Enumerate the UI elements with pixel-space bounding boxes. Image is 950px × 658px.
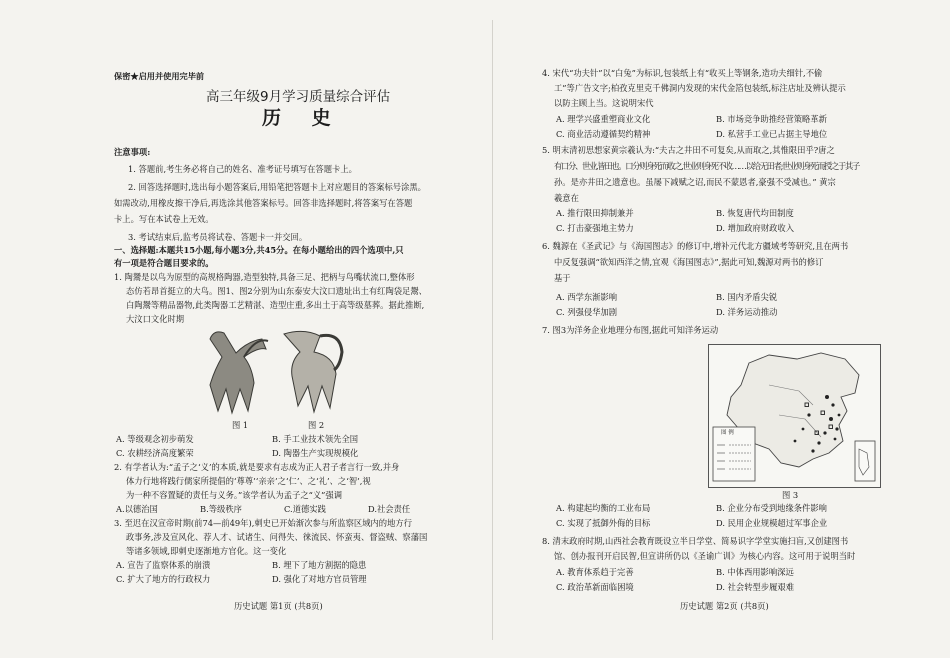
q8-option-c[interactable]: C. 政治革新面临困境	[556, 582, 634, 592]
map-legend-title: 图 例	[721, 430, 734, 436]
section-heading: 有一项是符合题目要求的。	[114, 258, 214, 268]
q3-option-b[interactable]: B. 埋下了地方割据的隐患	[272, 560, 367, 570]
figure-3-caption: 图 3	[782, 490, 799, 500]
q7-option-d[interactable]: D. 民用企业规模超过军事企业	[716, 518, 828, 528]
q1-option-a[interactable]: A. 等级观念初步萌发	[116, 434, 194, 444]
q5-option-d[interactable]: D. 增加政府财政收入	[716, 223, 795, 233]
subject-title: 历 史	[262, 107, 343, 129]
q4-option-d[interactable]: D. 私营手工业已占据主导地位	[716, 129, 828, 139]
q6-option-a[interactable]: A. 西学东渐影响	[556, 292, 618, 302]
question-5-line: 有口分、世业,皆田也。口分则身死而收之,世业则身死不收……以给无田者;世业则身死而授之于其子	[554, 161, 860, 171]
question-3-line: 3. 至迟在汉宣帝时期(前74—前49年),刺史已开始渐次参与所监察区域内的地方行	[114, 518, 412, 528]
q6-option-d[interactable]: D. 洋务运动推动	[716, 307, 778, 317]
yangwu-enterprise-map	[708, 344, 881, 488]
question-4-line: 4. 宋代“功夫针”以“白兔”为标识,包装纸上有“收买上等钢条,造功夫细针,不偷	[542, 68, 823, 78]
section-heading: 一、选择题:本题共15小题,每小题3分,共45分。在每小题给出的四个选项中,只	[114, 245, 404, 255]
question-1-line: 态仿若昂首挺立的大鸟。图1、图2分别为山东泰安大汶口遗址出土有红陶袋足鬶、	[126, 286, 427, 296]
q1-option-b[interactable]: B. 手工业技术领先全国	[272, 434, 359, 444]
q6-option-c[interactable]: C. 列强侵华加剧	[556, 307, 618, 317]
q3-option-a[interactable]: A. 宣告了监察体系的崩溃	[116, 560, 211, 570]
q2-option-a[interactable]: A.以德治国	[116, 504, 158, 514]
q8-option-d[interactable]: D. 社会转型步履艰难	[716, 582, 795, 592]
page-footer: 历史试题 第2页 (共8页)	[680, 601, 769, 611]
page-footer: 历史试题 第1页 (共8页)	[234, 601, 323, 611]
notice-line: 3. 考试结束后,监考员将试卷、答题卡一并交回。	[128, 232, 308, 242]
notice-line: 2. 回答选择题时,选出每小题答案后,用铅笔把答题卡上对应题目的答案标号涂黑。	[128, 182, 426, 192]
red-pottery-gui-image	[196, 327, 278, 419]
confidential-label: 保密★启用并使用完毕前	[114, 71, 205, 81]
notice-heading: 注意事项:	[114, 147, 151, 157]
white-pottery-gui-image	[274, 326, 356, 418]
question-6-line: 中反复强调“欲知西洋之情,宜观《海国图志》”,据此可知,魏源对两书的修订	[554, 257, 824, 267]
question-2-line: 为一种不容置疑的责任与义务。”该学者认为孟子之“义”强调	[126, 490, 342, 500]
china-map-image	[709, 345, 880, 487]
notice-line: 如需改动,用橡皮擦干净后,再选涂其他答案标号。回答非选择题时,将答案写在答题	[114, 198, 413, 208]
q5-option-b[interactable]: B. 恢复唐代均田制度	[716, 208, 794, 218]
question-2-line: 体力行地将践行儒家所提倡的‘尊尊’‘亲亲’之‘仁’、之‘礼’、之‘智’,视	[126, 476, 371, 486]
q2-option-c[interactable]: C.道德实践	[284, 504, 326, 514]
q7-option-b[interactable]: B. 企业分布受到地缘条件影响	[716, 503, 827, 513]
q5-option-c[interactable]: C. 打击豪强地主势力	[556, 223, 634, 233]
figure-2-caption: 图 2	[308, 420, 325, 430]
q1-option-d[interactable]: D. 陶器生产实现规模化	[272, 448, 359, 458]
q1-option-c[interactable]: C. 农耕经济高度繁荣	[116, 448, 194, 458]
question-1-line: 白陶鬶等精品器物,此类陶器工艺精湛、造型庄重,多出土于高等级墓葬。据此推断,	[126, 300, 425, 310]
question-8-line: 8. 清末政府时期,山西社会教育既设立半日学堂、简易识字学堂实施扫盲,又创建图书	[542, 536, 849, 546]
question-4-line: 以防主顾上当。这说明宋代	[554, 98, 654, 108]
notice-line: 卡上。写在本试卷上无效。	[114, 214, 214, 224]
question-5-line: 5. 明末清初思想家黄宗羲认为:“夫古之井田不可复矣,从而取之,其惟限田乎?唐之	[542, 145, 835, 155]
question-2-line: 2. 有学者认为:“孟子之‘义’的本质,就是要求有志成为正人君子者言行一致,并身	[114, 462, 400, 472]
q3-option-d[interactable]: D. 强化了对地方官员管理	[272, 574, 367, 584]
question-3-line: 等诸多领域,即刺史逐渐地方官化。这一变化	[126, 546, 287, 556]
question-5-line: 羲意在	[554, 193, 579, 203]
question-8-line: 馆、创办报刊开启民智,但宣讲所仍以《圣谕广训》为核心内容。这可用于说明当时	[554, 551, 856, 561]
q7-option-a[interactable]: A. 构建起均衡的工业布局	[556, 503, 651, 513]
question-4-line: 工”等广告文字;柏孜克里克千佛洞内发现的宋代金箔包装纸,标注店址及辨认提示	[554, 83, 846, 93]
q8-option-b[interactable]: B. 中体西用影响深远	[716, 567, 794, 577]
notice-line: 1. 答题前,考生务必将自己的姓名、准考证号填写在答题卡上。	[128, 164, 357, 174]
figure-1-caption: 图 1	[232, 420, 249, 430]
q3-option-c[interactable]: C. 扩大了地方的行政权力	[116, 574, 211, 584]
q4-option-c[interactable]: C. 商业活动遵循契约精神	[556, 129, 651, 139]
q7-option-c[interactable]: C. 实现了抵御外侮的目标	[556, 518, 651, 528]
page-fold-divider	[492, 20, 493, 640]
q4-option-a[interactable]: A. 理学兴盛重塑商业文化	[556, 114, 651, 124]
q2-option-d[interactable]: D.社会责任	[368, 504, 411, 514]
question-1-line: 1. 陶鬶是以鸟为原型的高规格陶器,造型独特,具备三足、把柄与鸟嘴状流口,整体形	[114, 272, 415, 282]
q4-option-b[interactable]: B. 市场竞争助推经营策略革新	[716, 114, 827, 124]
exam-title: 高三年级9月学习质量综合评估	[206, 89, 391, 105]
question-6-line: 基于	[554, 273, 571, 283]
question-3-line: 政事务,涉及宣风化、荐人才、试诸生、问得失、徕流民、怀蛮夷、督盗贼、察藩国	[126, 532, 428, 542]
question-7-line: 7. 图3为洋务企业地理分布图,据此可知洋务运动	[542, 325, 719, 335]
q6-option-b[interactable]: B. 国内矛盾尖锐	[716, 292, 778, 302]
question-1-line: 大汶口文化时期	[126, 314, 185, 324]
question-6-line: 6. 魏源在《圣武记》与《海国图志》的修订中,增补元代北方疆域考等研究,且在两书	[542, 241, 849, 251]
q5-option-a[interactable]: A. 推行限田抑制兼并	[556, 208, 634, 218]
q8-option-a[interactable]: A. 教育体系趋于完善	[556, 567, 634, 577]
question-5-line: 孙。是亦井田之遗意也。虽屡下减赋之诏,而民不蒙恩者,豪强不受减也。” 黄宗	[554, 177, 836, 187]
q2-option-b[interactable]: B.等级秩序	[200, 504, 242, 514]
